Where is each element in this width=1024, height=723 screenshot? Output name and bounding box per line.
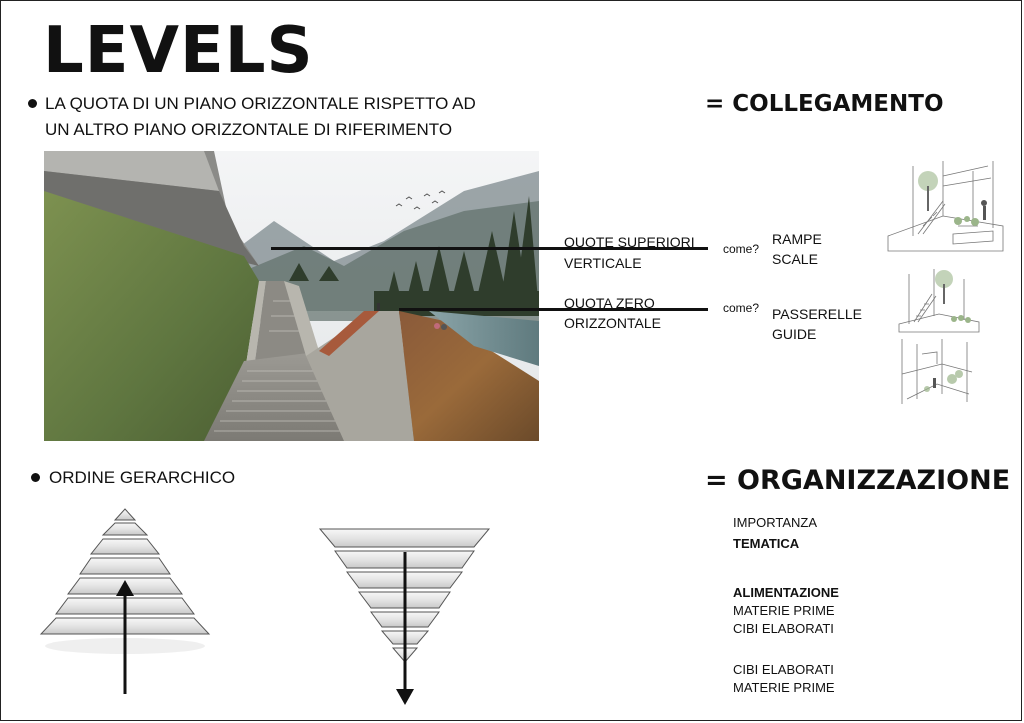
page-title: LEVELS bbox=[43, 14, 314, 88]
inverted-pyramid-diagram bbox=[319, 524, 491, 709]
ordine-label: ORDINE GERARCHICO bbox=[49, 468, 236, 487]
zero-answer-1: PASSERELLE bbox=[772, 306, 863, 322]
bullet-icon bbox=[28, 99, 37, 108]
zero-question: come? bbox=[723, 301, 760, 315]
definition-line-2: UN ALTRO PIANO ORIZZONTALE DI RIFERIMENTO bbox=[45, 120, 453, 139]
upper-level-label: QUOTE SUPERIORI bbox=[564, 234, 695, 250]
pyramid-diagram bbox=[39, 506, 214, 701]
zero-level-sublabel: ORIZZONTALE bbox=[564, 315, 661, 331]
ramp-sketch-image bbox=[883, 156, 1009, 253]
zero-level-label: QUOTA ZERO bbox=[564, 295, 655, 311]
organizzazione-heading: = ORGANIZZAZIONE bbox=[705, 465, 1011, 496]
bullet-icon bbox=[31, 473, 40, 482]
definition-line-1: LA QUOTA DI UN PIANO ORIZZONTALE RISPETTO AD bbox=[45, 94, 476, 113]
collegamento-heading: = COLLEGAMENTO bbox=[705, 91, 944, 117]
alimentazione-item-1: MATERIE PRIME bbox=[733, 603, 835, 618]
landscape-render-image bbox=[44, 151, 539, 441]
upper-answer-2: SCALE bbox=[772, 251, 818, 267]
upper-level-sublabel: VERTICALE bbox=[564, 255, 642, 271]
reverse-item-2: MATERIE PRIME bbox=[733, 680, 835, 695]
upper-answer-1: RAMPE bbox=[772, 231, 822, 247]
reverse-item-1: CIBI ELABORATI bbox=[733, 662, 834, 677]
stairs-sketch-image bbox=[894, 264, 982, 334]
alimentazione-label: ALIMENTAZIONE bbox=[733, 585, 839, 600]
zero-answer-2: GUIDE bbox=[772, 326, 817, 342]
alimentazione-item-2: CIBI ELABORATI bbox=[733, 621, 834, 636]
tematica-label: TEMATICA bbox=[733, 536, 800, 551]
walkway-sketch-image bbox=[897, 334, 975, 406]
importanza-label: IMPORTANZA bbox=[733, 515, 818, 530]
zero-level-line bbox=[399, 308, 708, 311]
upper-question: come? bbox=[723, 242, 760, 256]
